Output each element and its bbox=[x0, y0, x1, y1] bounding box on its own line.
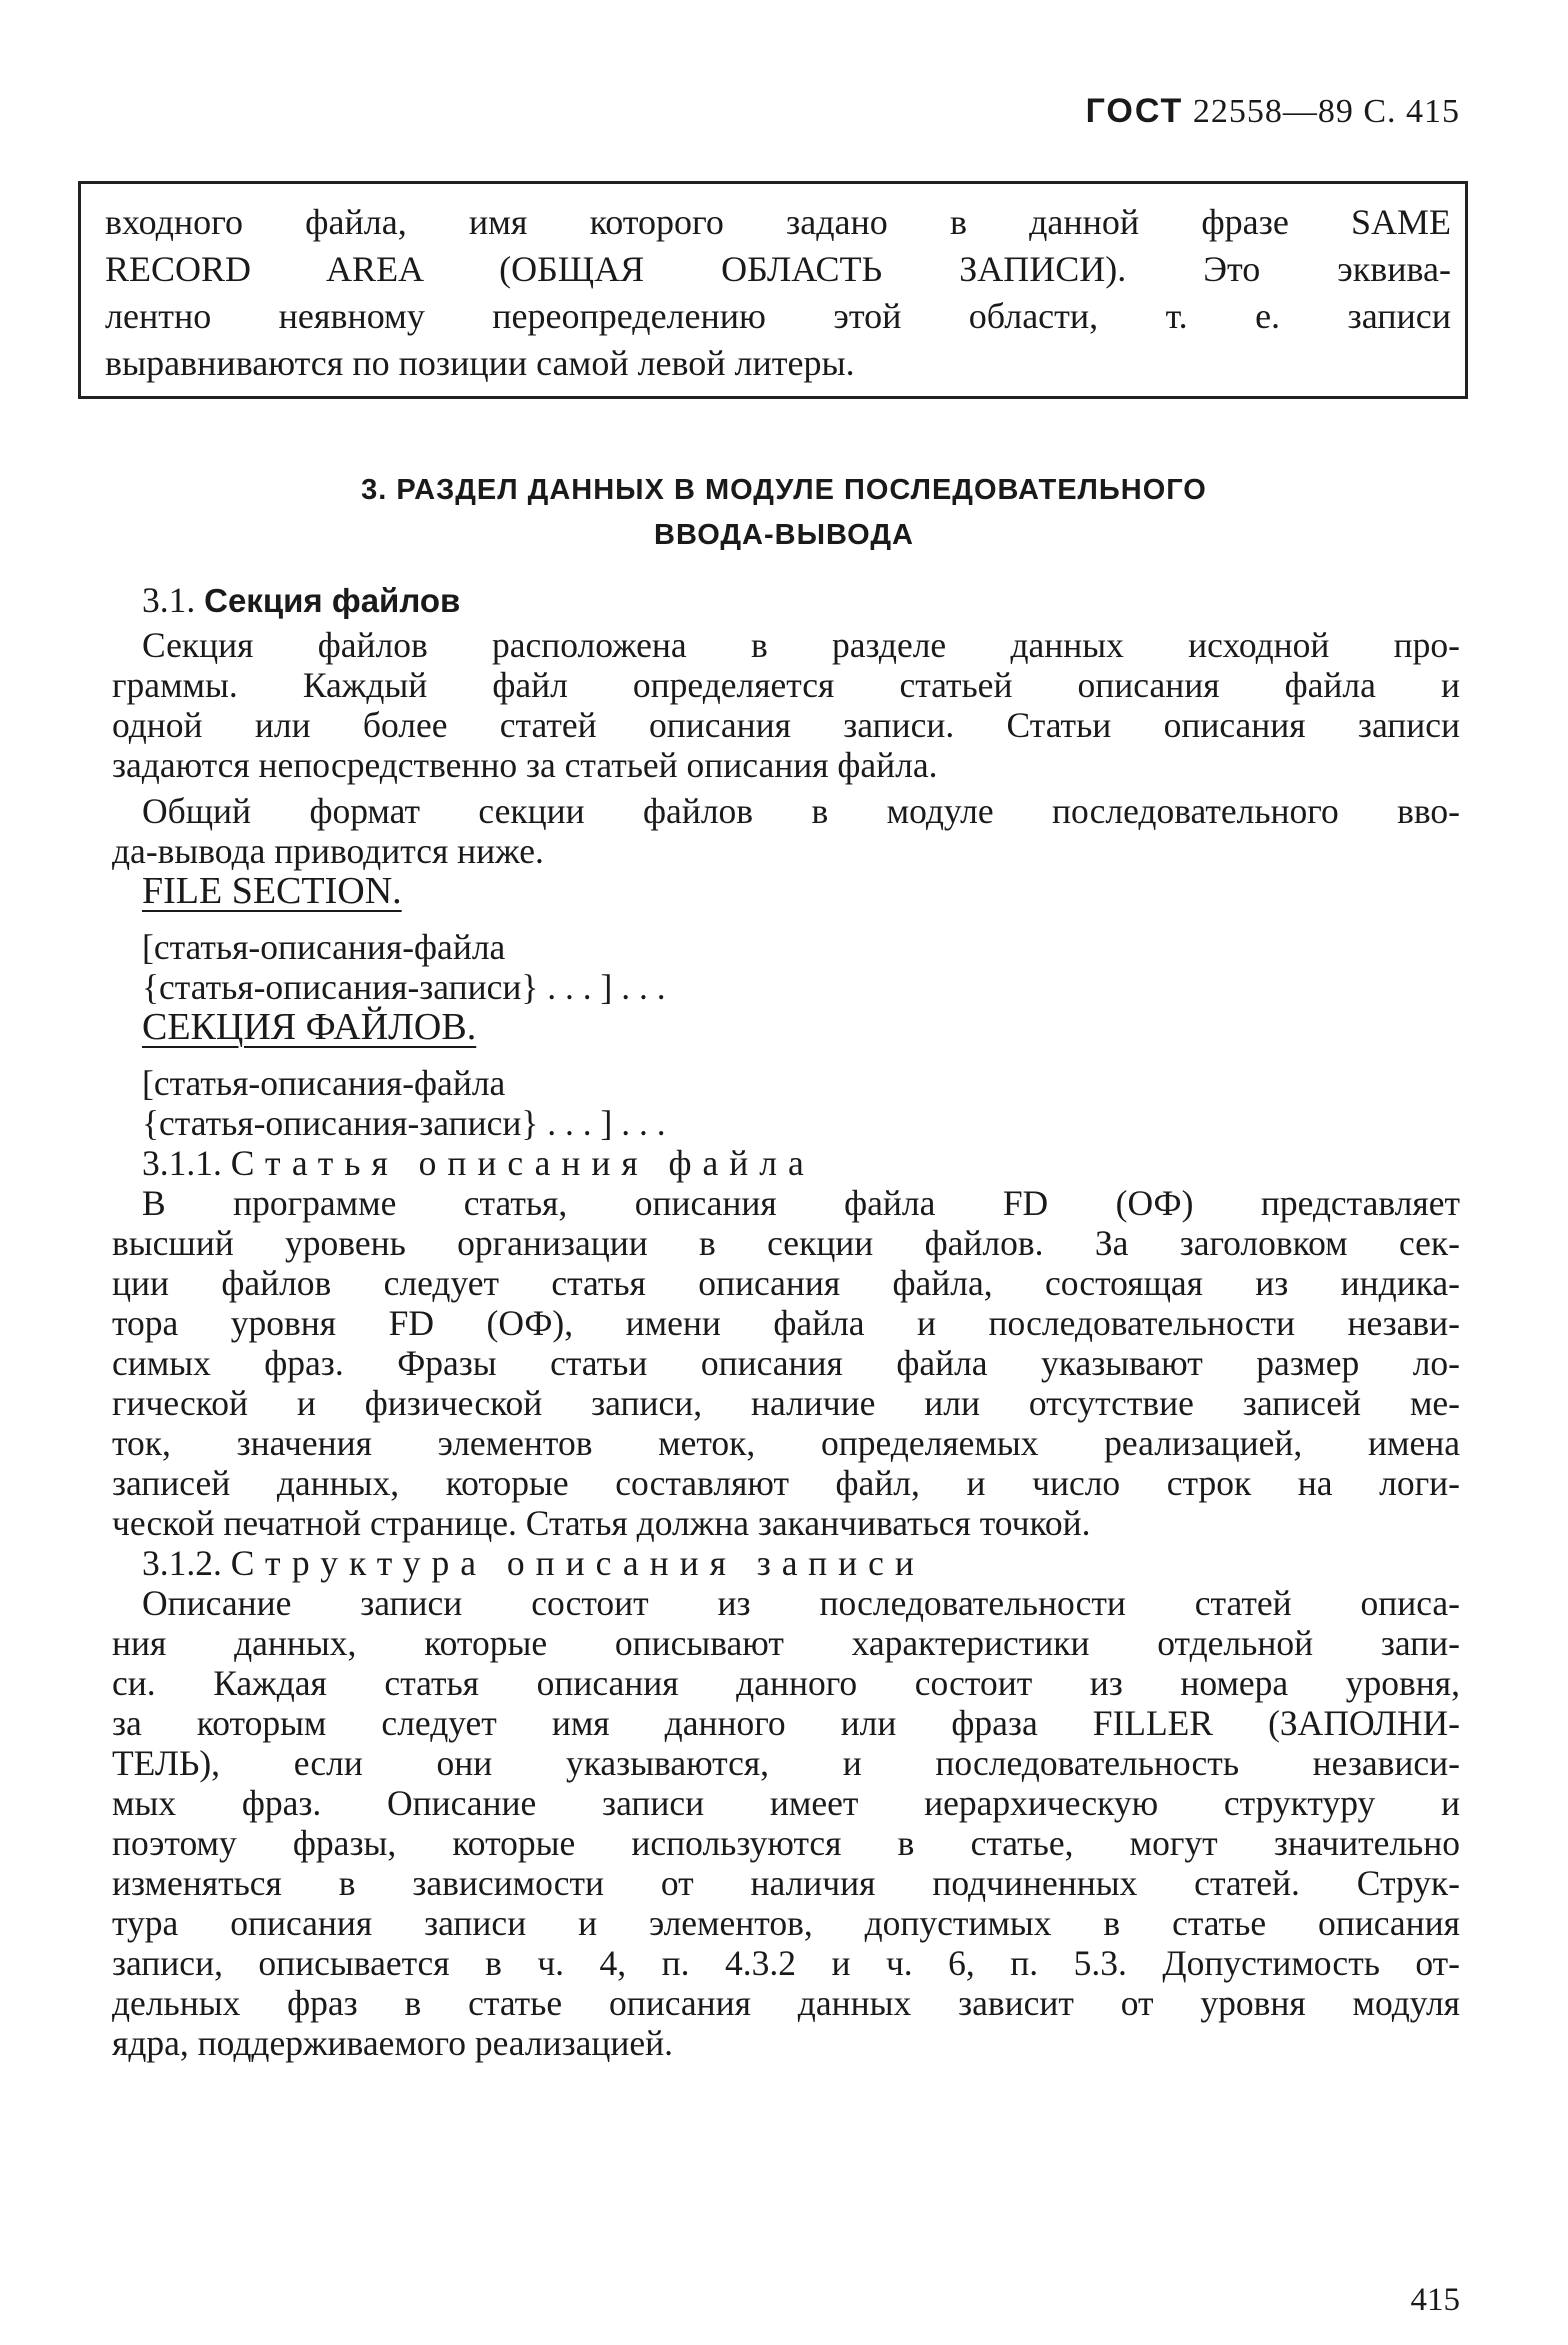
paragraph-line: поэтому фразы, которые используются в статье, могут значительно bbox=[112, 1823, 1460, 1863]
box-bottom-rule bbox=[78, 396, 1468, 399]
paragraph-line: мых фраз. Описание записи имеет иерархическую структуру и bbox=[112, 1783, 1460, 1823]
paragraph-line: Описание записи состоит из последовательности статей описа- bbox=[142, 1583, 1460, 1623]
section-number: 3.1. bbox=[142, 580, 196, 620]
section-title-3-1 bbox=[112, 580, 1460, 621]
subsection-title-text: Статья описания файла bbox=[230, 1143, 815, 1183]
subsection-title-3-1-2 bbox=[112, 1543, 1460, 1583]
paragraph-line: Секция файлов расположена в разделе данных исходной про- bbox=[142, 625, 1460, 665]
paragraph-line: В программе статья, описания файла FD (ОФ) представляет bbox=[142, 1183, 1460, 1223]
paragraph-line: высший уровень организации в секции файлов. За заголовком сек- bbox=[112, 1223, 1460, 1263]
paragraph-line: симых фраз. Фразы статьи описания файла указывают размер ло- bbox=[112, 1343, 1460, 1383]
paragraph-line: да-вывода приводится ниже. bbox=[112, 831, 544, 871]
paragraph-line: одной или более статей описания записи. Статьи описания записи bbox=[112, 705, 1460, 745]
paragraph-line: изменяться в зависимости от наличия подчиненных статей. Струк- bbox=[112, 1863, 1460, 1903]
paragraph-line: ток, значения элементов меток, определяемых реализацией, имена bbox=[112, 1423, 1460, 1463]
page-header bbox=[1086, 92, 1460, 131]
paragraph-line: за которым следует имя данного или фраза FILLER (ЗАПОЛНИ- bbox=[112, 1703, 1460, 1743]
paragraph-line: си. Каждая статья описания данного состоит из номера уровня, bbox=[112, 1663, 1460, 1703]
boxed-note-line: лентно неявному переопределению этой области, т. е. записи bbox=[105, 296, 1451, 336]
boxed-note-line: выравниваются по позиции самой левой литеры. bbox=[105, 343, 855, 383]
paragraph-line: гической и физической записи, наличие или отсутствие записей ме- bbox=[112, 1383, 1460, 1423]
chapter-heading bbox=[0, 468, 1568, 558]
subsection-title-3-1-1 bbox=[112, 1143, 1460, 1183]
subsection-title-text: Структура описания записи bbox=[230, 1543, 925, 1583]
paragraph-line: дельных фраз в статье описания данных зависит от уровня модуля bbox=[112, 1983, 1460, 2023]
format-en-line: {статья-описания-записи} . . . ] . . . bbox=[142, 967, 666, 1007]
format-en-line: [статья-описания-файла bbox=[142, 927, 506, 967]
section-title-text: Секция файлов bbox=[204, 582, 461, 619]
paragraph-line: задаются непосредственно за статьей описания файла. bbox=[112, 745, 938, 785]
boxed-note-text bbox=[105, 199, 1451, 387]
paragraph-line: ния данных, которые описывают характеристики отдельной запи- bbox=[112, 1623, 1460, 1663]
box-top-rule bbox=[78, 181, 1468, 184]
page-number: 415 bbox=[1410, 2282, 1460, 2318]
paragraph-line: Общий формат секции файлов в модуле последовательного вво- bbox=[142, 791, 1460, 831]
standard-label: ГОСТ bbox=[1085, 92, 1184, 130]
paragraph-line: ции файлов следует статья описания файла, состоящая из индика- bbox=[112, 1263, 1460, 1303]
boxed-note-line: RECORD AREA (ОБЩАЯ ОБЛАСТЬ ЗАПИСИ). Это эквива- bbox=[105, 249, 1451, 289]
subsection-number: 3.1.1. bbox=[142, 1143, 222, 1183]
paragraph-line: тура описания записи и элементов, допустимых в статье описания bbox=[112, 1903, 1460, 1943]
format-ru-heading: СЕКЦИЯ ФАЙЛОВ. bbox=[142, 1006, 477, 1048]
paragraph-line: тора уровня FD (ОФ), имени файла и последовательности незави- bbox=[112, 1303, 1460, 1343]
paragraph-line: записи, описывается в ч. 4, п. 4.3.2 и ч. 6, п. 5.3. Допустимость от- bbox=[112, 1943, 1460, 1983]
paragraph-line: записей данных, которые составляют файл, и число строк на логи- bbox=[112, 1463, 1460, 1503]
format-ru-line: {статья-описания-записи} . . . ] . . . bbox=[142, 1103, 666, 1143]
paragraph-line: граммы. Каждый файл определяется статьей описания файла и bbox=[112, 665, 1460, 705]
standard-number: 22558—89 bbox=[1192, 93, 1354, 130]
chapter-heading-line: ВВОДА-ВЫВОДА bbox=[654, 519, 914, 551]
paragraph-line: ТЕЛЬ), если они указываются, и последовательность независи- bbox=[112, 1743, 1460, 1783]
main-content bbox=[112, 580, 1460, 2063]
format-en-heading: FILE SECTION. bbox=[142, 870, 402, 912]
boxed-note bbox=[78, 181, 1468, 399]
chapter-heading-line: 3. РАЗДЕЛ ДАННЫХ В МОДУЛЕ ПОСЛЕДОВАТЕЛЬНОГО bbox=[361, 474, 1207, 506]
boxed-note-line: входного файла, имя которого задано в данной фразе SAME bbox=[105, 202, 1451, 242]
format-ru-line: [статья-описания-файла bbox=[142, 1063, 506, 1103]
paragraph-line: ческой печатной странице. Статья должна заканчиваться точкой. bbox=[112, 1503, 1091, 1543]
header-page-ref: С. 415 bbox=[1363, 93, 1460, 130]
subsection-number: 3.1.2. bbox=[142, 1543, 222, 1583]
paragraph-line: ядра, поддерживаемого реализацией. bbox=[112, 2023, 673, 2063]
